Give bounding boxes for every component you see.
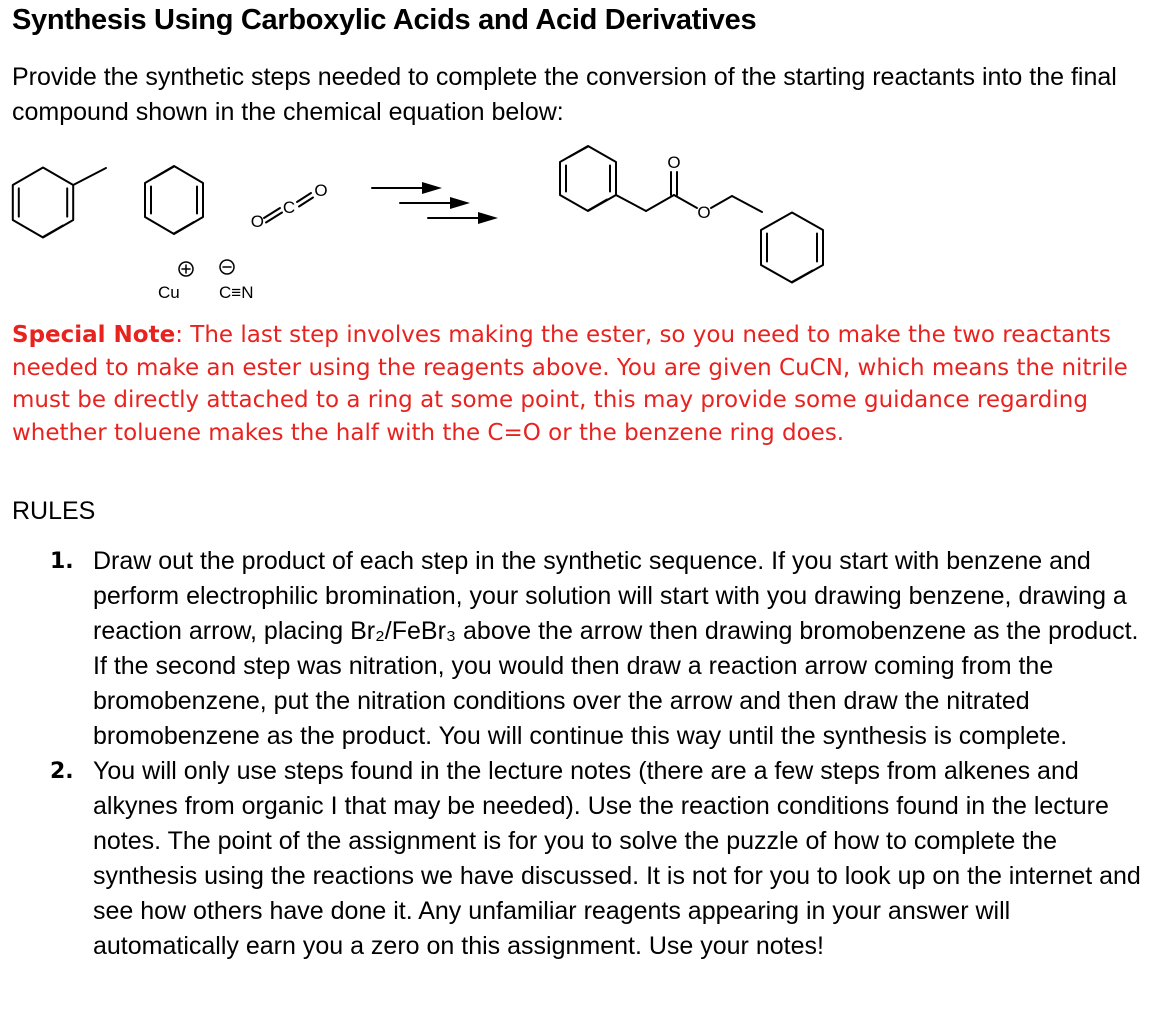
rule-item (50, 544, 1145, 754)
rules-heading: RULES (12, 497, 96, 525)
rule-text: Draw out the product of each step in the synthetic sequence. If you start with benzene and perform electrophilic bromination, your solution will start with you drawing benzene, drawing a reaction arrow, placing Br₂/FeBr₃ above the arrow then drawing bromobenzene as the product. If the second step was nitration, you would then draw a reaction arrow coming from the bromobenzene, put the nitration conditions over the arrow and then draw the nitrated bromobenzene as the product. You will continue this way until the synthesis is complete. (93, 547, 1139, 750)
rules-list (50, 544, 1145, 964)
co2-oxygen-label: O (250, 212, 264, 231)
reaction-scheme (0, 140, 860, 310)
rule-number: 2. (50, 759, 74, 784)
toluene-structure (13, 168, 106, 238)
intro-paragraph: Provide the synthetic steps needed to complete the conversion of the starting reactants into the final compound shown in the chemical equation below: (12, 63, 1117, 126)
special-note-label: Special Note (12, 322, 176, 348)
special-note (12, 319, 1160, 449)
special-note-text: : The last step involves making the ester, so you need to make the two reactants needed to make an ester using the reagents above. You are given CuCN, which means the nitrile must be directly attached to a ring at some point, this may provide some guidance regarding whether toluene makes the half with the C=O or the benzene ring does. (12, 322, 1128, 446)
rule-text: You will only use steps found in the lecture notes (there are a few steps from alkenes and alkynes from organic I that may be needed). Use the reaction conditions found in the lecture notes. The point of the assignment is for you to solve the puzzle of how to complete the synthesis using the reactions we have discussed. It is not for you to look up on the internet and see how others have done it. Any unfamiliar reagents appearing in your answer will automatically earn you a zero on this assignment. Use your notes! (93, 757, 1141, 960)
reaction-arrows (372, 188, 488, 218)
co2-oxygen-label: O (314, 181, 328, 200)
cyanide-label: C≡N (219, 283, 254, 302)
rule-item (50, 754, 1145, 964)
rule-number: 1. (50, 549, 74, 574)
product-structure (560, 146, 823, 283)
co2-carbon-label: C (282, 198, 296, 217)
copper-label: Cu (158, 283, 180, 302)
carbonyl-oxygen-label: O (667, 153, 681, 172)
ester-oxygen-label: O (697, 203, 711, 222)
benzene-structure (145, 166, 203, 234)
page-title: Synthesis Using Carboxylic Acids and Acid Derivatives (12, 4, 757, 36)
